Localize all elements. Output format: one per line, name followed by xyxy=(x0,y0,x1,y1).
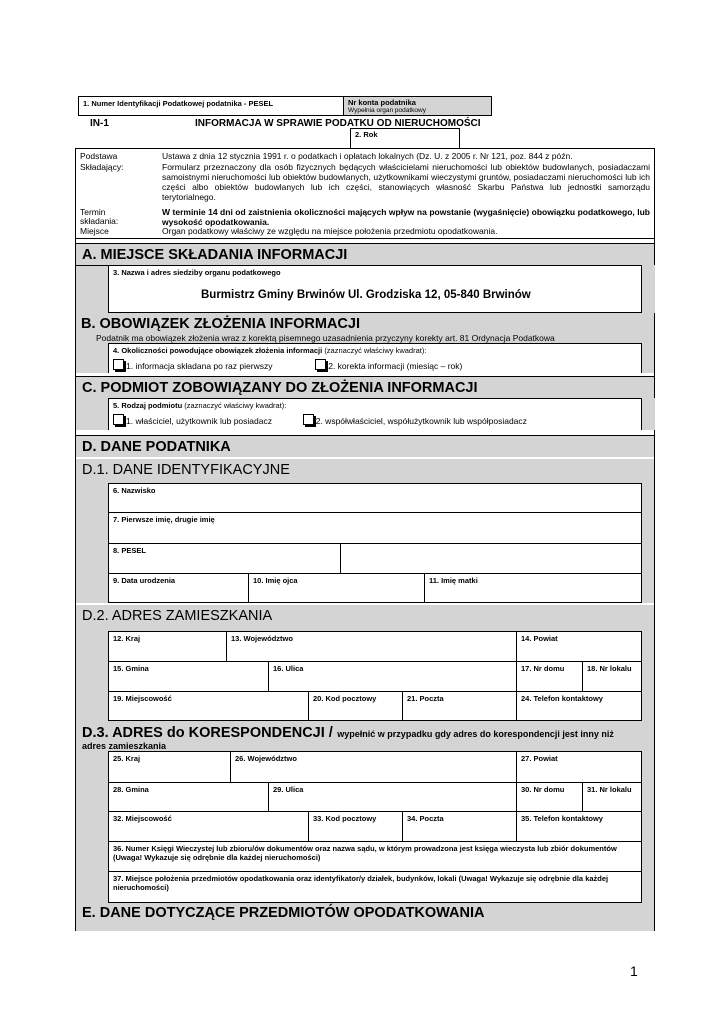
field-11-label: 11. Imię matki xyxy=(429,576,478,585)
field-8-blank xyxy=(340,543,642,573)
section-a-margin xyxy=(75,265,108,313)
section-b-note: Podatnik ma obowiązek złożenia wraz z korektą pisemnego uzasadnienia przyczyny korekty art. 81 Ordynacja Podatkowa xyxy=(96,333,555,343)
field-5-hint: (zaznaczyć właściwy kwadrat): xyxy=(184,401,287,410)
page-number: 1 xyxy=(630,963,638,979)
field-37[interactable] xyxy=(108,871,642,903)
account-sublabel: Wypełnia organ podatkowy xyxy=(348,107,426,114)
field-33[interactable] xyxy=(308,811,402,841)
field-21[interactable] xyxy=(402,691,516,721)
field-33-label: 33. Kod pocztowy xyxy=(313,814,377,823)
section-c-margin xyxy=(75,398,108,430)
info-block xyxy=(75,148,655,238)
field-17-label: 17. Nr domu xyxy=(521,664,565,673)
section-b-header xyxy=(81,316,360,332)
field-36[interactable] xyxy=(108,841,642,871)
pesel-label: 1. Numer Identyfikacji Podatkowej podatnika - PESEL xyxy=(83,99,274,108)
podstawa-label: Podstawa xyxy=(80,151,118,161)
field-34[interactable] xyxy=(402,811,516,841)
section-a-header xyxy=(75,243,655,265)
field-27[interactable] xyxy=(516,751,642,782)
checkbox-correction[interactable] xyxy=(315,359,326,370)
section-d3-left-margin xyxy=(75,751,108,903)
section-e-header xyxy=(75,903,655,932)
field-14-label: 14. Powiat xyxy=(521,634,558,643)
field-32-label: 32. Miejscowość xyxy=(113,814,172,823)
section-d2-right-margin xyxy=(642,631,655,721)
section-e-line xyxy=(75,931,655,932)
field-3[interactable] xyxy=(108,265,642,313)
field-29-label: 29. Ulica xyxy=(273,785,304,794)
section-d2-header xyxy=(75,605,655,631)
section-d-right-margin xyxy=(642,483,655,603)
field-8[interactable] xyxy=(108,543,340,573)
option-co-owner-label: 2. współwłaściciel, współużytkownik lub współposiadacz xyxy=(315,416,527,426)
field-26[interactable] xyxy=(230,751,516,782)
section-d-left-margin xyxy=(75,483,108,603)
miejsce-label: Miejsce xyxy=(80,226,109,236)
field-13[interactable] xyxy=(226,631,516,661)
field-7[interactable] xyxy=(108,512,642,543)
field-7-label: 7. Pierwsze imię, drugie imię xyxy=(113,515,215,524)
section-d3-note-2: adres zamieszkania xyxy=(82,741,167,751)
field-9-label: 9. Data urodzenia xyxy=(113,576,176,585)
field-21-label: 21. Poczta xyxy=(407,694,444,703)
field-28-label: 28. Gmina xyxy=(113,785,149,794)
section-d-header xyxy=(75,435,655,457)
field-20-label: 20. Kod pocztowy xyxy=(313,694,377,703)
field-20[interactable] xyxy=(308,691,402,721)
field-10[interactable] xyxy=(248,573,424,603)
field-29[interactable] xyxy=(268,782,516,811)
termin-label: Termin xyxy=(80,207,106,217)
checkbox-co-owner[interactable] xyxy=(303,414,314,425)
field-32[interactable] xyxy=(108,811,308,841)
field-14[interactable] xyxy=(516,631,642,661)
field-11[interactable] xyxy=(424,573,642,603)
skladajacy-text: Formularz przeznaczony dla osób fizycznych będących właścicielami nieruchomości lub obiektów budowlanych, posiadaczami samoistnymi nieruchomości lub obiektów budowlanych, użytkownikami wieczystymi gruntów, posiadaczami nieruchomości lub ich części albo obiektów budowlanych lub ich części, stanowiących własność Skarbu Państwa lub jednostki samorządu terytorialnego. xyxy=(162,162,650,202)
field-24-label: 24. Telefon kontaktowy xyxy=(521,694,603,703)
section-d1-header xyxy=(75,459,655,483)
field-17[interactable] xyxy=(516,661,582,691)
option-first-filing-label: 1. informacja składana po raz pierwszy xyxy=(126,361,273,371)
field-25-label: 25. Kraj xyxy=(113,754,141,763)
field-4-label: 4. Okoliczności powodujące obowiązek złożenia informacji xyxy=(113,346,323,355)
section-d1-title: D.1. DANE IDENTYFIKACYJNE xyxy=(82,462,290,478)
field-19-label: 19. Miejscowość xyxy=(113,694,172,703)
form-title: INFORMACJA W SPRAWIE PODATKU OD NIERUCHOMOŚCI xyxy=(195,118,481,129)
section-d3-title: D.3. ADRES do KORESPONDENCJI / xyxy=(82,725,333,741)
field-36-label: 36. Numer Księgi Wieczystej lub zbioru/ów dokumentów oraz nazwa sądu, w którym prowadzona jest księga wieczysta lub zbiór dokumentów (Uwaga! Wykazuje się odrębnie dla każdej nieruchomości) xyxy=(113,844,617,862)
checkbox-owner[interactable] xyxy=(113,414,124,425)
option-owner-label: 1. właściciel, użytkownik lub posiadacz xyxy=(126,416,272,426)
section-c-title: C. PODMIOT ZOBOWIĄZANY DO ZŁOŻENIA INFORMACJI xyxy=(82,380,478,396)
field-27-label: 27. Powiat xyxy=(521,754,558,763)
field-5 xyxy=(108,398,642,430)
section-c-right xyxy=(642,398,655,430)
field-18[interactable] xyxy=(582,661,642,691)
field-18-label: 18. Nr lokalu xyxy=(587,664,632,673)
section-a-right xyxy=(642,265,655,313)
section-d3-header xyxy=(75,721,655,751)
section-c-header xyxy=(75,376,655,398)
field-35-label: 35. Telefon kontaktowy xyxy=(521,814,603,823)
field-19[interactable] xyxy=(108,691,308,721)
section-d-title: D. DANE PODATNIKA xyxy=(82,439,231,455)
checkbox-first-filing[interactable] xyxy=(113,359,124,370)
field-31-label: 31. Nr lokalu xyxy=(587,785,632,794)
field-30-label: 30. Nr domu xyxy=(521,785,565,794)
miejsce-text: Organ podatkowy właściwy ze względu na miejsce położenia przedmiotu opodatkowania. xyxy=(162,226,498,236)
account-number-box xyxy=(343,96,492,116)
field-9[interactable] xyxy=(108,573,248,603)
field-3-label: 3. Nazwa i adres siedziby organu podatkowego xyxy=(113,268,281,277)
field-10-label: 10. Imię ojca xyxy=(253,576,298,585)
field-37-label: 37. Miejsce położenia przedmiotów opodatkowania oraz identyfikator/y działek, budynków, lokali (Uwaga! Wykazuje się odrębnie dla każdej nieruchomości) xyxy=(113,874,609,892)
field-8-label: 8. PESEL xyxy=(113,546,146,555)
section-d3-note: wypełnić w przypadku gdy adres do korespondencji jest inny niż xyxy=(337,729,614,739)
account-label: Nr konta podatnika xyxy=(348,98,416,107)
field-16[interactable] xyxy=(268,661,516,691)
section-d2-title: D.2. ADRES ZAMIESZKANIA xyxy=(82,608,273,624)
skladajacy-label: Składający: xyxy=(80,162,124,172)
termin-text: W terminie 14 dni od zaistnienia okoliczności mających wpływ na powstanie (wygaśnięcie) obowiązku podatkowego, lub wysokość opodatkowania. xyxy=(162,207,650,227)
year-field[interactable] xyxy=(350,128,460,148)
field-24[interactable] xyxy=(516,691,642,721)
section-d3-right-margin xyxy=(642,751,655,903)
field-31[interactable] xyxy=(582,782,642,811)
field-4 xyxy=(108,343,642,373)
termin-label-2: składania: xyxy=(80,216,119,226)
podstawa-text: Ustawa z dnia 12 stycznia 1991 r. o podatkach i opłatach lokalnych (Dz. U. z 2005 r. Nr 121, poz. 844 z późn. xyxy=(162,151,573,161)
field-26-label: 26. Województwo xyxy=(235,754,297,763)
section-a-title: A. MIEJSCE SKŁADANIA INFORMACJI xyxy=(82,247,348,263)
field-15[interactable] xyxy=(108,661,268,691)
field-6-label: 6. Nazwisko xyxy=(113,486,156,495)
field-6[interactable] xyxy=(108,483,642,512)
field-13-label: 13. Województwo xyxy=(231,634,293,643)
form-code: IN-1 xyxy=(90,118,109,129)
section-e-title: E. DANE DOTYCZĄCE PRZEDMIOTÓW OPODATKOWANIA xyxy=(82,905,485,921)
field-35[interactable] xyxy=(516,811,642,841)
field-12[interactable] xyxy=(108,631,226,661)
field-5-label: 5. Rodzaj podmiotu xyxy=(113,401,183,410)
option-correction-label: 2. korekta informacji (miesiąc – rok) xyxy=(328,361,463,371)
field-34-label: 34. Poczta xyxy=(407,814,444,823)
field-3-value: Burmistrz Gminy Brwinów Ul. Grodziska 12, 05-840 Brwinów xyxy=(201,289,531,301)
field-4-hint: (zaznaczyć właściwy kwadrat): xyxy=(324,346,427,355)
pesel-field[interactable] xyxy=(78,96,344,116)
field-28[interactable] xyxy=(108,782,268,811)
field-30[interactable] xyxy=(516,782,582,811)
field-25[interactable] xyxy=(108,751,230,782)
field-15-label: 15. Gmina xyxy=(113,664,149,673)
field-16-label: 16. Ulica xyxy=(273,664,304,673)
field-12-label: 12. Kraj xyxy=(113,634,141,643)
section-d2-left-margin xyxy=(75,631,108,721)
section-b-title: B. OBOWIĄZEK ZŁOŻENIA INFORMACJI xyxy=(81,316,360,332)
year-label: 2. Rok xyxy=(355,130,378,139)
